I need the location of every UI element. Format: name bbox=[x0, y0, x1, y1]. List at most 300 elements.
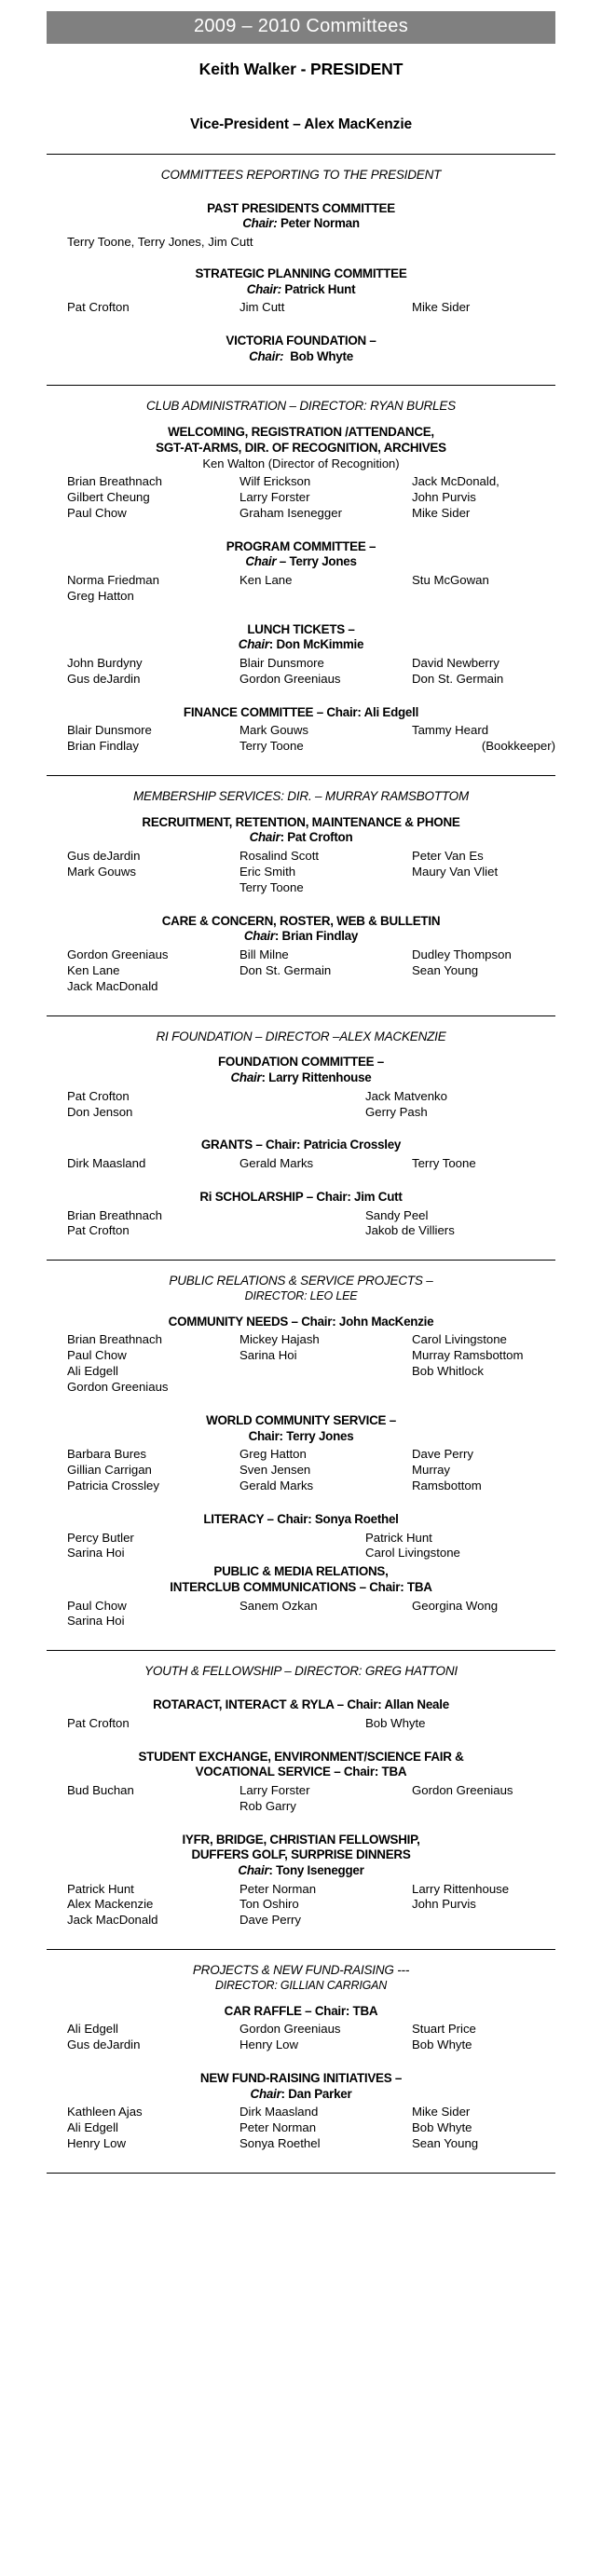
committee-members bbox=[47, 1208, 555, 1240]
committee-title-line1: STUDENT EXCHANGE, ENVIRONMENT/SCIENCE FAIR & bbox=[138, 1749, 464, 1764]
committee-recruitment-retention bbox=[47, 815, 555, 896]
committee-chair bbox=[47, 554, 555, 570]
member-name: Ali Edgell bbox=[67, 1364, 118, 1379]
section-divider bbox=[47, 1949, 555, 1950]
chair-name: Larry Rittenhouse bbox=[268, 1070, 372, 1085]
committee-title-text: FINANCE COMMITTEE – bbox=[183, 704, 327, 719]
members-column bbox=[239, 2105, 412, 2152]
member-name: Larry Forster bbox=[239, 489, 310, 504]
members-column bbox=[67, 1882, 239, 1929]
chair-label: Chair bbox=[277, 1511, 308, 1526]
chair-label: Chair bbox=[238, 637, 269, 652]
committee-title: Ri SCHOLARSHIP – Chair: Jim Cutt bbox=[199, 1189, 403, 1204]
members-column bbox=[67, 1208, 365, 1240]
chair-label: Chair bbox=[230, 1070, 262, 1085]
member-name: Gillian Carrigan bbox=[67, 1463, 152, 1478]
committee-chair: Chair: Terry Jones bbox=[248, 1428, 354, 1443]
committee-student-exchange bbox=[47, 1750, 555, 1815]
member-name: Gordon Greeniaus bbox=[239, 671, 341, 686]
members-column bbox=[365, 1089, 576, 1121]
members-column bbox=[239, 1156, 412, 1172]
chair-label: Chair: bbox=[242, 216, 278, 231]
members-column bbox=[67, 723, 239, 755]
committee-title: STRATEGIC PLANNING COMMITTEE bbox=[195, 266, 407, 281]
division-heading-line1: PUBLIC RELATIONS & SERVICE PROJECTS – bbox=[169, 1274, 433, 1288]
members-column bbox=[412, 1332, 576, 1396]
members-column bbox=[67, 573, 239, 605]
member-name: David Newberry bbox=[412, 655, 499, 670]
member-name: Gerald Marks bbox=[239, 1479, 314, 1493]
member-name: Pat Crofton bbox=[67, 1715, 130, 1730]
chair-name: TBA bbox=[406, 1579, 432, 1594]
chair-name: Bob Whyte bbox=[290, 348, 353, 363]
committee-members bbox=[47, 573, 555, 605]
member-name: Peter Norman bbox=[239, 2120, 317, 2135]
members-column bbox=[67, 849, 239, 896]
member-name: Larry Forster bbox=[239, 1782, 310, 1797]
member-name: Patrick Hunt bbox=[67, 1881, 134, 1896]
committee-welcoming-registration bbox=[47, 425, 555, 521]
member-name: Gilbert Cheung bbox=[67, 489, 150, 504]
members-column bbox=[365, 1531, 576, 1562]
member-name: John Purvis bbox=[412, 489, 476, 504]
chair-name: Dan Parker bbox=[288, 2086, 352, 2101]
committee-lunch-tickets bbox=[47, 622, 555, 688]
committee-strategic-planning bbox=[47, 266, 555, 316]
chair-label: Chair bbox=[326, 704, 358, 719]
chair-name: Sonya Roethel bbox=[314, 1511, 399, 1526]
chair-name: John MacKenzie bbox=[338, 1314, 434, 1329]
member-name: Graham Isenegger bbox=[239, 505, 342, 520]
committee-members bbox=[47, 1156, 555, 1172]
member-name: Ken Lane bbox=[67, 962, 120, 977]
committee-literacy bbox=[47, 1512, 555, 1561]
member-name: Sean Young bbox=[412, 2136, 479, 2151]
member-name: Blair Dunsmore bbox=[239, 655, 324, 670]
committee-title: COMMUNITY NEEDS – Chair: John MacKenzie bbox=[168, 1314, 434, 1329]
member-name: Dave Perry bbox=[412, 1447, 473, 1462]
chair-label: Chair: bbox=[246, 281, 281, 296]
committee-title: LUNCH TICKETS – bbox=[247, 621, 355, 636]
members-column bbox=[239, 1882, 412, 1929]
vice-president-line: Vice-President – Alex MacKenzie bbox=[189, 116, 413, 132]
member-name: Patricia Crossley bbox=[67, 1479, 159, 1493]
member-name: Sandy Peel bbox=[365, 1207, 429, 1222]
committee-title: WORLD COMMUNITY SERVICE – bbox=[206, 1413, 396, 1428]
members-column bbox=[67, 1783, 239, 1815]
committee-title-text: CAR RAFFLE – bbox=[224, 2003, 315, 2018]
chair-name: Patricia Crossley bbox=[303, 1138, 402, 1152]
member-name: Don St. Germain bbox=[412, 671, 504, 686]
committee-title-line2: DUFFERS GOLF, SURPRISE DINNERS bbox=[191, 1847, 411, 1862]
member-name: Mark Gouws bbox=[67, 864, 137, 879]
committee-title: CARE & CONCERN, ROSTER, WEB & BULLETIN bbox=[161, 913, 441, 928]
members-column bbox=[412, 1599, 576, 1630]
committee-title: VICTORIA FOUNDATION – bbox=[226, 334, 376, 348]
chair-separator: – bbox=[276, 554, 290, 569]
section-divider bbox=[47, 154, 555, 155]
member-name: Ramsbottom bbox=[412, 1479, 482, 1493]
member-name: Peter Norman bbox=[239, 1881, 317, 1896]
committee-title-line1: WELCOMING, REGISTRATION /ATTENDANCE, bbox=[168, 425, 434, 440]
committee-members bbox=[47, 1332, 555, 1396]
committee-chair bbox=[47, 349, 555, 365]
member-name: Pat Crofton bbox=[67, 300, 130, 315]
member-name: Alex Mackenzie bbox=[67, 1897, 154, 1912]
member-name: Paul Chow bbox=[67, 505, 127, 520]
committee-chair: Chair: Don McKimmie bbox=[238, 637, 364, 652]
members-column bbox=[239, 947, 412, 995]
member-name: Carol Livingstone bbox=[412, 1332, 507, 1347]
division-heading-ri-foundation: RI FOUNDATION – DIRECTOR –ALEX MACKENZIE bbox=[156, 1029, 446, 1043]
member-name: Carol Livingstone bbox=[365, 1546, 460, 1561]
committee-title: CAR RAFFLE – Chair: TBA bbox=[224, 2003, 378, 2018]
members-column bbox=[412, 300, 576, 316]
committee-chair: Chair: Pat Crofton bbox=[249, 830, 353, 845]
member-name: Brian Breathnach bbox=[67, 473, 162, 488]
member-name: Sarina Hoi bbox=[67, 1614, 125, 1629]
members-column bbox=[412, 573, 576, 605]
committee-members bbox=[47, 300, 555, 316]
member-name: Bud Buchan bbox=[67, 1782, 134, 1797]
member-name: Jim Cutt bbox=[239, 300, 285, 315]
committee-title: FOUNDATION COMMITTEE – bbox=[218, 1055, 384, 1070]
member-name: Rosalind Scott bbox=[239, 849, 320, 864]
member-name: Jack Matvenko bbox=[365, 1088, 447, 1103]
members-column bbox=[67, 1447, 239, 1494]
member-name: Kathleen Ajas bbox=[67, 2105, 143, 2119]
members-column bbox=[412, 2022, 576, 2053]
committee-title-text: COMMUNITY NEEDS – bbox=[168, 1314, 302, 1329]
members-column bbox=[67, 300, 239, 316]
committee-title-line2: INTERCLUB COMMUNICATIONS – Chair: TBA bbox=[170, 1579, 432, 1594]
committee-program bbox=[47, 539, 555, 605]
member-name: Georgina Wong bbox=[412, 1598, 499, 1613]
members-column bbox=[239, 474, 412, 522]
committee-title: RECRUITMENT, RETENTION, MAINTENANCE & PHONE bbox=[142, 814, 460, 829]
committee-members bbox=[47, 1599, 555, 1630]
committee-members bbox=[47, 474, 555, 522]
member-name: Patrick Hunt bbox=[365, 1530, 432, 1545]
committee-title-line1: PUBLIC & MEDIA RELATIONS, bbox=[213, 1564, 389, 1579]
chair-label: Chair bbox=[369, 1579, 401, 1594]
member-name: Bob Whyte bbox=[412, 2120, 472, 2135]
committee-members bbox=[47, 723, 555, 755]
committee-members-inline: Terry Toone, Terry Jones, Jim Cutt bbox=[67, 235, 253, 250]
member-name: Pat Crofton bbox=[67, 1088, 130, 1103]
member-name: Gordon Greeniaus bbox=[67, 1380, 169, 1395]
chair-label: Chair bbox=[314, 2003, 346, 2018]
section-divider bbox=[47, 775, 555, 776]
committee-title-line2: VOCATIONAL SERVICE – Chair: TBA bbox=[195, 1765, 407, 1779]
committee-public-media-relations bbox=[47, 1564, 555, 1629]
committee-members bbox=[47, 1089, 555, 1121]
committee-title-text: VOCATIONAL SERVICE – bbox=[195, 1765, 344, 1779]
member-name: Dirk Maasland bbox=[67, 1156, 146, 1171]
member-name: Sanem Ozkan bbox=[239, 1598, 318, 1613]
committee-car-raffle bbox=[47, 2004, 555, 2053]
chair-label: Chair bbox=[343, 1765, 375, 1779]
member-name: Bill Milne bbox=[239, 947, 289, 961]
committee-rotaract-interact-ryla bbox=[47, 1697, 555, 1732]
member-name: Terry Toone bbox=[239, 879, 304, 894]
members-column bbox=[67, 947, 239, 995]
members-column bbox=[412, 1447, 576, 1494]
committee-care-concern bbox=[47, 914, 555, 995]
committee-chair bbox=[47, 282, 555, 298]
member-name: Percy Butler bbox=[67, 1530, 134, 1545]
members-column bbox=[239, 1447, 412, 1494]
member-name: Brian Breathnach bbox=[67, 1207, 162, 1222]
members-column bbox=[67, 1332, 239, 1396]
members-column bbox=[67, 2105, 239, 2152]
member-name: Rob Garry bbox=[239, 1798, 296, 1813]
chair-name: Pat Crofton bbox=[287, 830, 353, 845]
division-heading-youth-fellowship: YOUTH & FELLOWSHIP – DIRECTOR: GREG HATTONI bbox=[144, 1664, 458, 1679]
members-column bbox=[365, 1208, 576, 1240]
members-column bbox=[67, 1089, 365, 1121]
members-column bbox=[412, 2105, 576, 2152]
committee-title: NEW FUND-RAISING INITIATIVES – bbox=[199, 2071, 403, 2086]
member-name: Gerald Marks bbox=[239, 1156, 314, 1171]
members-column bbox=[239, 656, 412, 688]
members-column bbox=[412, 474, 576, 522]
document-body bbox=[47, 0, 555, 2174]
member-name: Dave Perry bbox=[239, 1913, 301, 1928]
section-divider bbox=[47, 1260, 555, 1261]
committee-members bbox=[47, 2105, 555, 2152]
chair-label: Chair bbox=[243, 929, 275, 944]
member-name: Eric Smith bbox=[239, 864, 296, 879]
division-heading-projects-fundraising bbox=[47, 1963, 555, 1994]
member-name: Paul Chow bbox=[67, 1598, 127, 1613]
page-banner-title: 2009 – 2010 Committees bbox=[47, 11, 555, 44]
committee-victoria-foundation bbox=[47, 334, 555, 364]
member-name: Barbara Bures bbox=[67, 1447, 147, 1462]
member-role-note: (Bookkeeper) bbox=[481, 739, 555, 754]
committee-title: LITERACY – Chair: Sonya Roethel bbox=[203, 1511, 399, 1526]
member-name: Gerry Pash bbox=[365, 1104, 428, 1119]
members-column bbox=[239, 849, 412, 896]
member-name: Mike Sider bbox=[412, 505, 471, 520]
members-column bbox=[239, 300, 412, 316]
members-column bbox=[412, 1156, 576, 1172]
committee-chair: Chair: Dan Parker bbox=[250, 2086, 352, 2101]
member-name: Stu McGowan bbox=[412, 572, 489, 587]
chair-name: Ali Edgell bbox=[363, 704, 419, 719]
member-name: Stuart Price bbox=[412, 2022, 476, 2037]
committee-title: PROGRAM COMMITTEE – bbox=[226, 538, 376, 553]
members-column bbox=[239, 1599, 412, 1630]
chair-label: Chair bbox=[266, 1138, 297, 1152]
section-divider bbox=[47, 385, 555, 386]
member-name: Sean Young bbox=[412, 962, 479, 977]
committee-chair bbox=[47, 216, 555, 232]
member-name: Don Jenson bbox=[67, 1104, 133, 1119]
committee-members bbox=[47, 1783, 555, 1815]
committee-title: GRANTS – Chair: Patricia Crossley bbox=[200, 1138, 402, 1152]
member-name: Gordon Greeniaus bbox=[67, 947, 169, 961]
member-name: Mike Sider bbox=[412, 300, 471, 315]
division-heading-membership-services: MEMBERSHIP SERVICES: DIR. – MURRAY RAMSBOTTOM bbox=[132, 788, 470, 803]
member-name: Ton Oshiro bbox=[239, 1897, 299, 1912]
committee-community-needs bbox=[47, 1315, 555, 1396]
chair-label: Chair bbox=[249, 830, 280, 845]
committee-title-line2: SGT-AT-ARMS, DIR. OF RECOGNITION, ARCHIVES bbox=[156, 440, 446, 455]
committee-chair: Chair: Larry Rittenhouse bbox=[230, 1070, 372, 1085]
member-name: Jack McDonald, bbox=[412, 473, 499, 488]
member-name: John Burdyny bbox=[67, 655, 143, 670]
division-heading-president: COMMITTEES REPORTING TO THE PRESIDENT bbox=[160, 168, 442, 182]
member-name: Greg Hatton bbox=[67, 588, 134, 603]
committee-title: PAST PRESIDENTS COMMITTEE bbox=[207, 200, 395, 215]
member-name: Maury Van Vliet bbox=[412, 864, 499, 879]
chair-name: Don McKimmie bbox=[276, 637, 364, 652]
member-name: Bob Whitlock bbox=[412, 1364, 484, 1379]
member-name: Sarina Hoi bbox=[239, 1348, 297, 1363]
committee-title-text: INTERCLUB COMMUNICATIONS – bbox=[170, 1579, 370, 1594]
member-name: Don St. Germain bbox=[239, 962, 332, 977]
committee-title: FINANCE COMMITTEE – Chair: Ali Edgell bbox=[183, 704, 419, 719]
chair-name: TBA bbox=[352, 2003, 378, 2018]
committee-members bbox=[47, 2022, 555, 2053]
committee-chair: Chair: Brian Findlay bbox=[243, 929, 359, 944]
committee-new-fundraising-initiatives bbox=[47, 2071, 555, 2152]
member-name: Brian Breathnach bbox=[67, 1332, 162, 1347]
member-name: Bob Whyte bbox=[412, 2038, 472, 2052]
chair-name: Brian Findlay bbox=[281, 929, 359, 944]
member-name: Ali Edgell bbox=[67, 2120, 118, 2135]
member-name: Jack MacDonald bbox=[67, 1913, 158, 1928]
member-name: Tammy Heard bbox=[412, 723, 489, 738]
committee-past-presidents bbox=[47, 201, 555, 249]
member-name: Wilf Erickson bbox=[239, 473, 311, 488]
members-column bbox=[239, 1332, 412, 1396]
chair-name: Peter Norman bbox=[280, 216, 360, 231]
committee-members bbox=[47, 1716, 555, 1732]
chair-name: Terry Jones bbox=[289, 554, 357, 569]
committee-ri-scholarship bbox=[47, 1190, 555, 1239]
member-name: Brian Findlay bbox=[67, 739, 139, 754]
section-divider bbox=[47, 2173, 555, 2174]
members-column bbox=[67, 1531, 365, 1562]
member-name: Gordon Greeniaus bbox=[412, 1782, 513, 1797]
member-name: Sonya Roethel bbox=[239, 2136, 321, 2151]
members-column bbox=[67, 1156, 239, 1172]
member-name: Terry Toone bbox=[239, 739, 304, 754]
member-name: Norma Friedman bbox=[67, 572, 159, 587]
committee-members bbox=[47, 1882, 555, 1929]
member-name: Henry Low bbox=[239, 2038, 299, 2052]
member-name: Terry Toone bbox=[412, 1156, 476, 1171]
member-name: John Purvis bbox=[412, 1897, 476, 1912]
committee-members bbox=[47, 656, 555, 688]
members-column bbox=[67, 1716, 365, 1732]
member-name: Mark Gouws bbox=[239, 723, 309, 738]
member-name: Jack MacDonald bbox=[67, 978, 158, 993]
chair-label: Chair bbox=[250, 2086, 281, 2101]
member-name: Mickey Hajash bbox=[239, 1332, 320, 1347]
committee-members bbox=[47, 947, 555, 995]
chair-label: Chair: bbox=[249, 348, 284, 363]
division-heading-public-relations bbox=[47, 1274, 555, 1304]
member-name: Sarina Hoi bbox=[67, 1546, 125, 1561]
committee-finance bbox=[47, 705, 555, 755]
chair-label: Chair bbox=[245, 554, 277, 569]
member-name: Dirk Maasland bbox=[239, 2105, 319, 2119]
committee-title-line1: IYFR, BRIDGE, CHRISTIAN FELLOWSHIP, bbox=[182, 1832, 420, 1847]
member-name: Ken Lane bbox=[239, 572, 293, 587]
committee-title-text: GRANTS – bbox=[200, 1138, 267, 1152]
committee-members bbox=[47, 1447, 555, 1494]
committee-subtitle: Ken Walton (Director of Recognition) bbox=[202, 456, 400, 470]
chair-name: Tony Isenegger bbox=[276, 1862, 364, 1877]
member-name: Peter Van Es bbox=[412, 849, 484, 864]
member-name: Gus deJardin bbox=[67, 849, 141, 864]
members-column bbox=[365, 1716, 576, 1732]
committee-foundation bbox=[47, 1055, 555, 1120]
member-name: Paul Chow bbox=[67, 1348, 127, 1363]
members-column bbox=[67, 2022, 239, 2053]
chair-label: Chair bbox=[301, 1314, 333, 1329]
member-name: Gus deJardin bbox=[67, 2038, 141, 2052]
committee-iyfr-bridge-fellowship bbox=[47, 1833, 555, 1929]
member-name: Henry Low bbox=[67, 2136, 127, 2151]
member-name: Jakob de Villiers bbox=[365, 1223, 455, 1238]
division-heading-line2: DIRECTOR: GILLIAN CARRIGAN bbox=[214, 1979, 388, 1993]
member-name: Gordon Greeniaus bbox=[239, 2022, 341, 2037]
chair-name: Patrick Hunt bbox=[284, 281, 356, 296]
member-name: Greg Hatton bbox=[239, 1447, 307, 1462]
member-name: Murray bbox=[412, 1463, 451, 1478]
committee-title: ROTARACT, INTERACT & RYLA – Chair: Allan Neale bbox=[153, 1697, 449, 1712]
committee-title-text: LITERACY – bbox=[203, 1511, 278, 1526]
chair-name: TBA bbox=[378, 1765, 407, 1779]
committee-grants bbox=[47, 1138, 555, 1172]
members-column bbox=[239, 573, 412, 605]
member-name: Gus deJardin bbox=[67, 671, 141, 686]
members-column bbox=[67, 1599, 239, 1630]
member-name: Pat Crofton bbox=[67, 1223, 130, 1238]
member-name: Blair Dunsmore bbox=[67, 723, 152, 738]
president-line: Keith Walker - PRESIDENT bbox=[198, 60, 404, 78]
member-name: Dudley Thompson bbox=[412, 947, 512, 961]
members-column bbox=[67, 474, 239, 522]
members-column bbox=[412, 723, 576, 755]
committee-members bbox=[47, 1531, 555, 1562]
section-divider bbox=[47, 1650, 555, 1651]
members-column bbox=[239, 1783, 412, 1815]
member-name: Sven Jensen bbox=[239, 1463, 311, 1478]
division-heading-line1: PROJECTS & NEW FUND-RAISING --- bbox=[192, 1963, 410, 1978]
section-divider bbox=[47, 1015, 555, 1016]
member-name: Ali Edgell bbox=[67, 2022, 118, 2037]
members-column bbox=[412, 1882, 576, 1929]
committee-members bbox=[47, 849, 555, 896]
member-name: Bob Whyte bbox=[365, 1715, 426, 1730]
members-column bbox=[412, 656, 576, 688]
members-column bbox=[239, 723, 412, 755]
committee-world-community-service bbox=[47, 1413, 555, 1494]
members-column bbox=[239, 2022, 412, 2053]
chair-label: Chair bbox=[238, 1862, 269, 1877]
division-heading-club-administration: CLUB ADMINISTRATION – DIRECTOR: RYAN BURLES bbox=[146, 399, 456, 414]
members-column bbox=[412, 849, 576, 896]
members-column bbox=[412, 947, 576, 995]
members-column bbox=[412, 1783, 576, 1815]
members-column bbox=[67, 656, 239, 688]
member-name: Larry Rittenhouse bbox=[412, 1881, 510, 1896]
